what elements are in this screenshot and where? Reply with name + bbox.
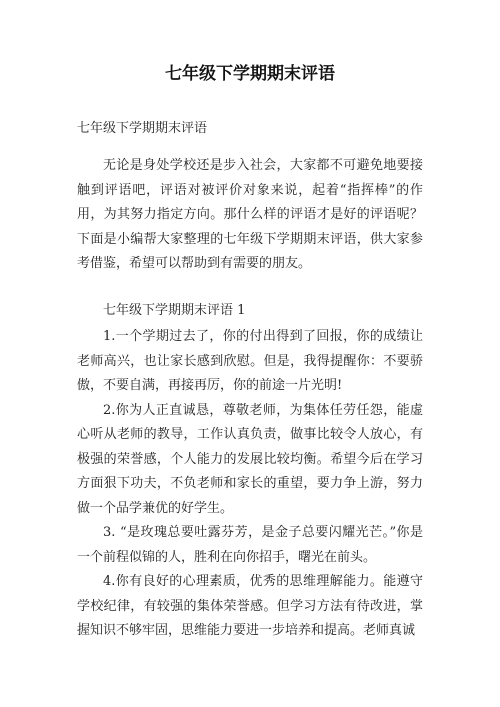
intro-paragraph: 无论是身处学校还是步入社会，大家都不可避免地要接触到评语吧，评语对被评价对象来说，起着“指挥棒”的作用，为其努力指定方向。那什么样的评语才是好的评语呢？下面是小编帮大家整理的七年级下学期期末评语，供大家参考借鉴，希望可以帮助到有需要的朋友。: [77, 158, 423, 271]
document-subtitle: 七年级下学期期末评语: [77, 121, 208, 136]
comment-paragraph-2: 2.你为人正直诚恳，尊敬老师，为集体任劳任怨，能虚心听从老师的教导，工作认真负责，做事比较令人放心，有极强的荣誉感，个人能力的发展比较均衡。希望今后在学习方面狠下功夫，不负老师和家长的重望，要力争上游，努力做一个品学兼优的好学生。: [77, 402, 423, 516]
section-heading: 七年级下学期期末评语 1: [103, 303, 246, 318]
comment-paragraph-1: 1.一个学期过去了，你的付出得到了回报，你的成绩让老师高兴，也让家长感到欣慰。但是，我得提醒你：不要骄傲，不要自满，再接再厉，你的前途一片光明!: [77, 329, 423, 393]
comment-paragraph-4: 4.你有良好的心理素质，优秀的思维理解能力。能遵守学校纪律，有较强的集体荣誉感。但学习方法有待改进，掌握知识不够牢固，思维能力要进一步培养和提高。老师真诚: [77, 574, 423, 638]
document-title: 七年级下学期期末评语: [165, 64, 335, 84]
comment-paragraph-3: 3. “是玫瑰总要吐露芬芳，是金子总要闪耀光芒。”你是一个前程似锦的人，胜利在向你招手，曙光在前头。: [77, 525, 423, 565]
comments-list: [77, 325, 423, 644]
